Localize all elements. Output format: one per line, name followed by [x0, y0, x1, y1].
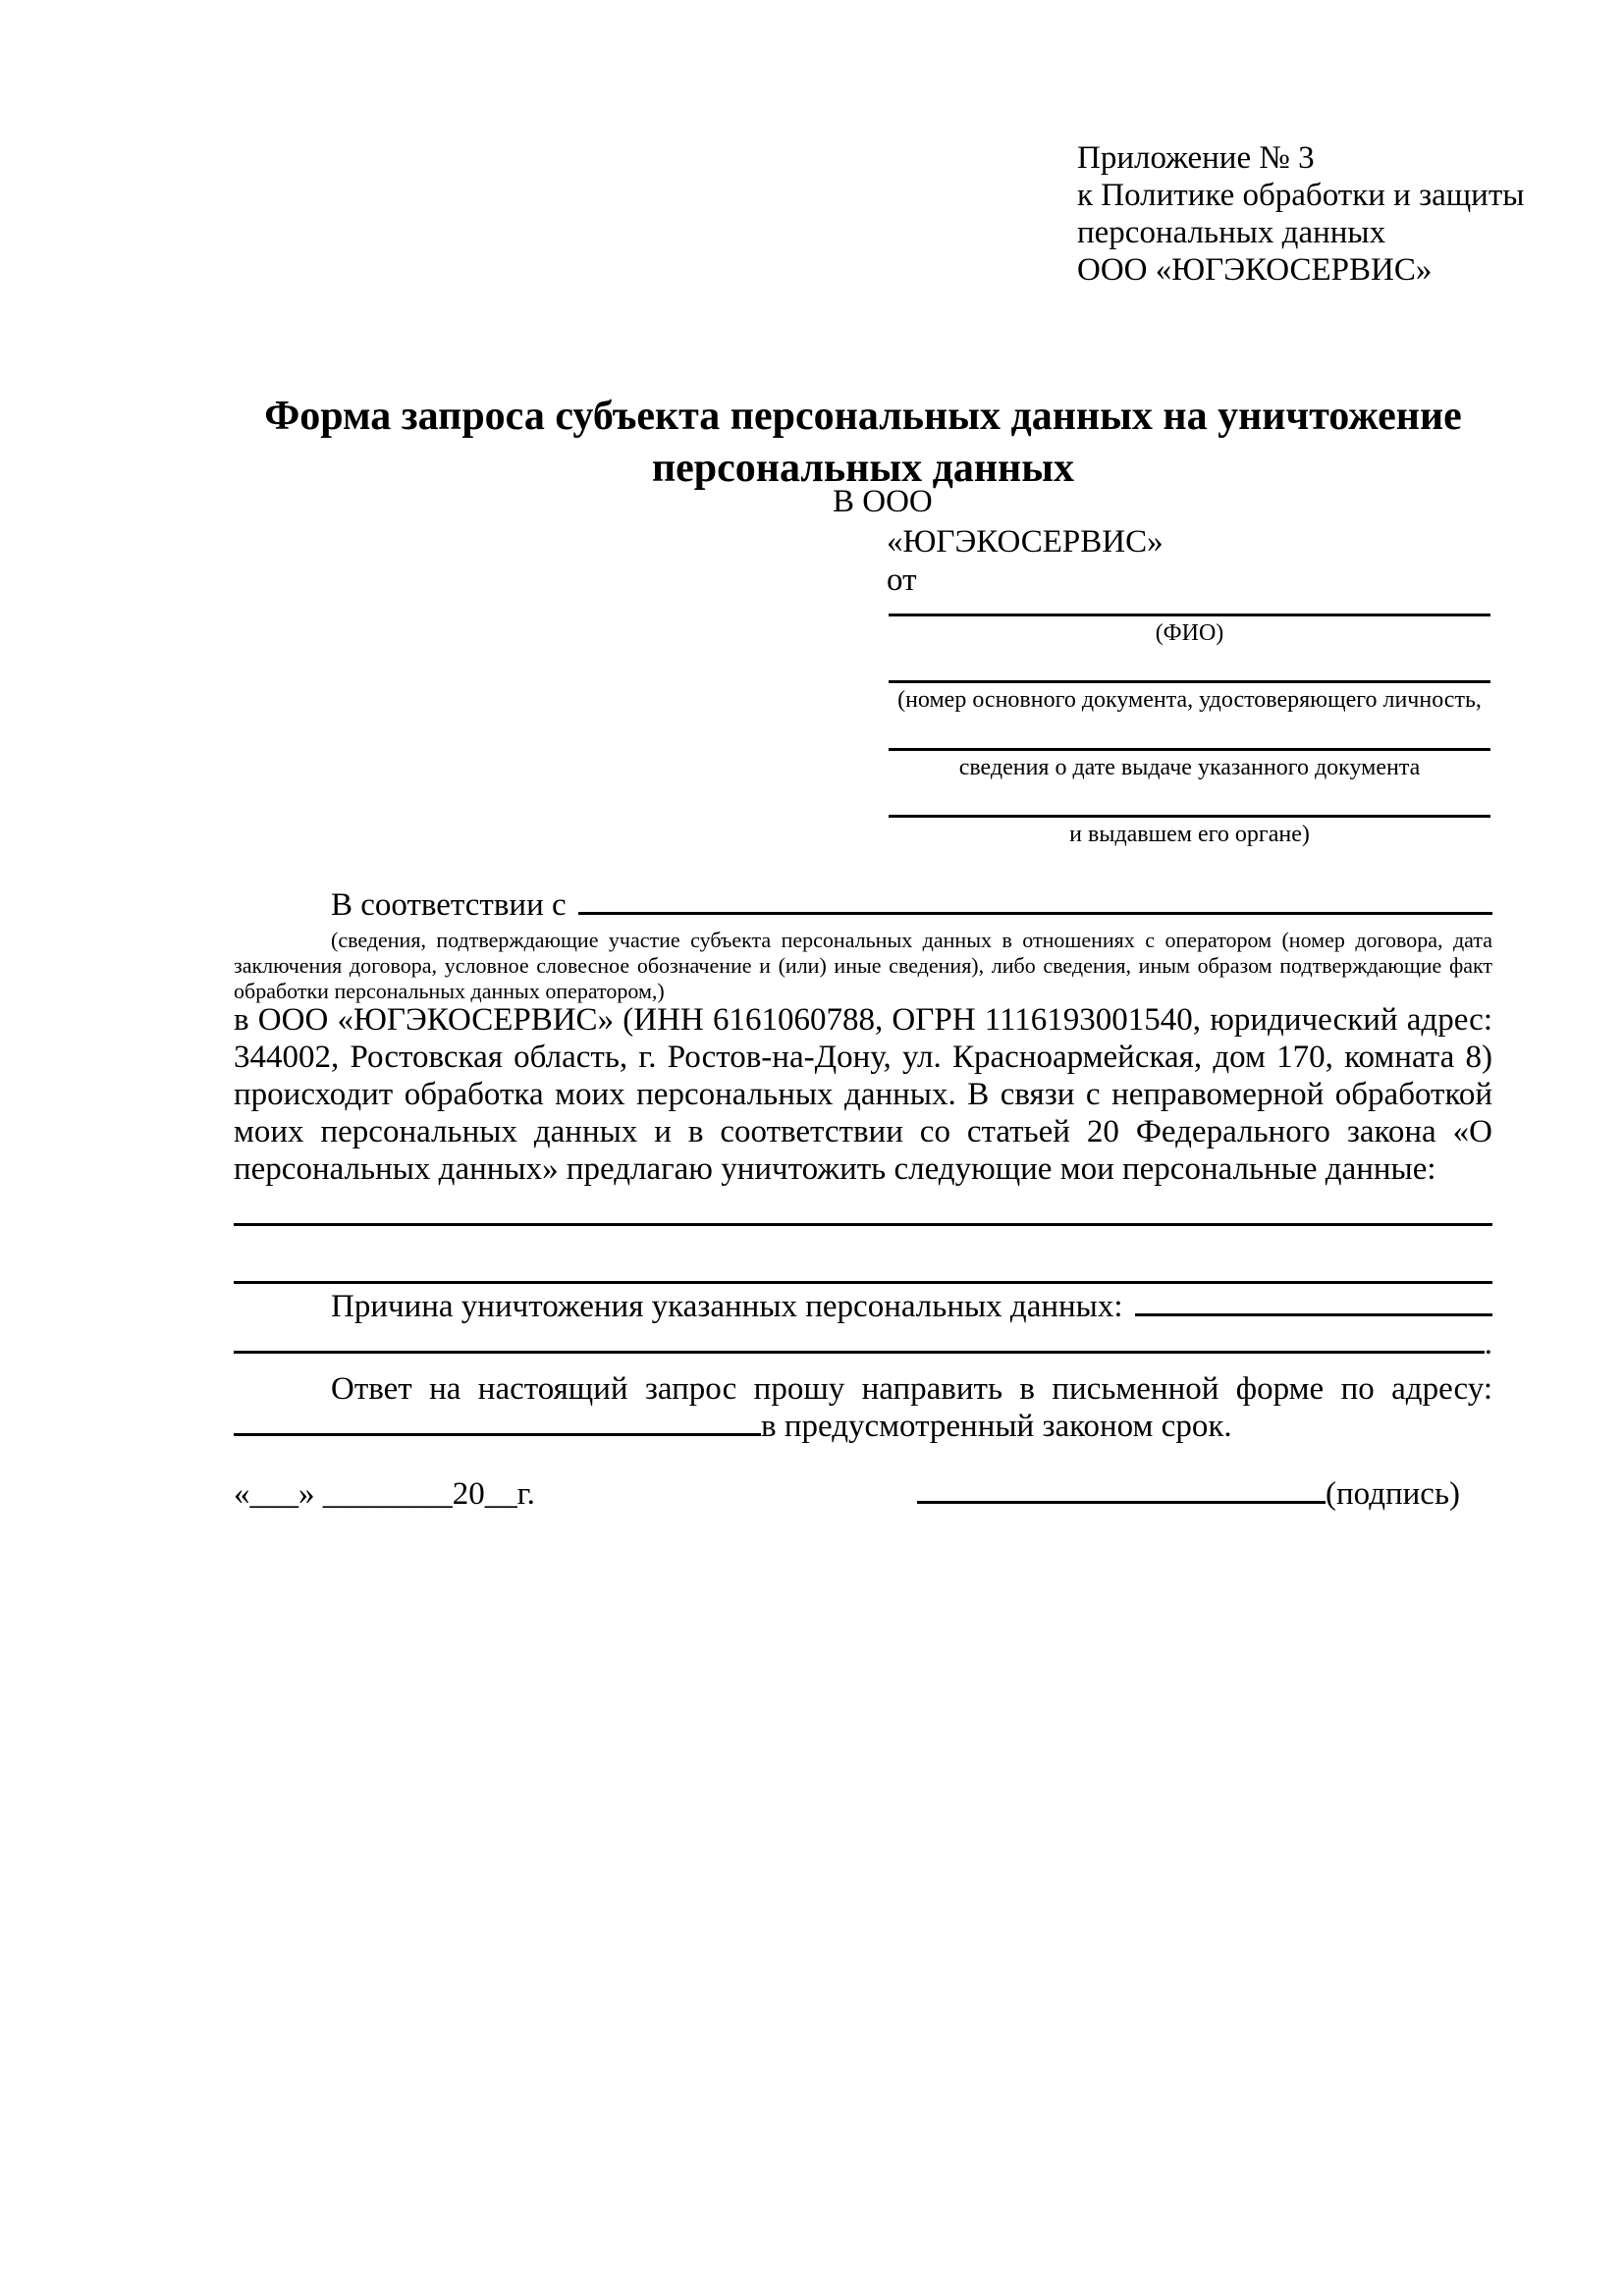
issuing-authority-caption: и выдавшем его органе) — [1069, 822, 1310, 847]
issue-date-caption: сведения о дате выдаче указанного документа — [958, 755, 1421, 780]
response-request-line: Ответ на настоящий запрос прошу направить в письменной форме по адресу: — [331, 1371, 1492, 1407]
doc-number-field-group — [889, 680, 1490, 714]
appendix-line-4: ООО «ЮГЭКОСЕРВИС» — [1077, 252, 1433, 288]
data-blank-line-1 — [234, 1223, 1492, 1226]
date-field: «___» ________20__г. — [234, 1476, 535, 1512]
reason-row — [234, 1288, 1492, 1325]
issuing-authority-field-group — [889, 815, 1490, 848]
fio-field-group — [889, 614, 1490, 647]
reason-blank-line-2 — [234, 1351, 1485, 1354]
addressee-from-label: от — [887, 562, 917, 598]
reason-label: Причина уничтожения указанных персональных данных: — [331, 1289, 1123, 1324]
doc-number-blank-line — [889, 680, 1490, 683]
signature-caption: (подпись) — [1326, 1476, 1460, 1512]
issuing-authority-blank-line — [889, 815, 1490, 818]
appendix-block — [1077, 139, 1524, 289]
accordance-note: (сведения, подтверждающие участие субъекта персональных данных в отношениях с оператором (номер договора, дата заключения договора, условное словесное обозначение и (или) иные сведения), либо сведения, иным образом подтверждающие факт обработки персональных данных оператором,) — [234, 928, 1492, 1003]
fio-caption: (ФИО) — [1155, 620, 1224, 646]
accordance-blank-line — [578, 912, 1492, 915]
response-address-row — [234, 1408, 1492, 1445]
appendix-line-2: к Политике обработки и защиты — [1077, 178, 1525, 213]
signature-field — [917, 1475, 1460, 1513]
doc-number-caption: (номер основного документа, удостоверяющего личность, — [897, 687, 1482, 713]
response-term-text: в предусмотренный законом срок. — [761, 1409, 1232, 1444]
data-blank-line-2 — [234, 1281, 1492, 1284]
reason-period: . — [1484, 1326, 1492, 1362]
response-address-blank-line — [234, 1433, 761, 1436]
appendix-line-1: Приложение № 3 — [1077, 140, 1315, 176]
request-body-paragraph: в ООО «ЮГЭКОСЕРВИС» (ИНН 6161060788, ОГРН 1116193001540, юридический адрес: 344002, Ростовская область, г. Ростов-на-Дону, ул. Красноармейская, дом 170, комната 8) происходит обработка моих персональных данных. В связи с неправомерной обработкой моих персональных данных и в соответствии со статьей 20 Федерального закона «О персональных данных» предлагаю уничтожить следующие мои персональные данные: — [234, 1002, 1492, 1187]
fio-blank-line — [889, 614, 1490, 616]
accordance-lead: В соответствии с — [331, 887, 567, 923]
form-title: Форма запроса субъекта персональных данных на уничтожение персональных данных — [264, 394, 1462, 491]
issue-date-field-group — [889, 748, 1490, 781]
appendix-line-3: персональных данных — [1077, 215, 1386, 250]
issue-date-blank-line — [889, 748, 1490, 751]
signature-blank-line — [917, 1501, 1326, 1504]
addressee-org-name: «ЮГЭКОСЕРВИС» — [887, 524, 1164, 560]
reason-continuation-row — [234, 1325, 1492, 1362]
addressee-to-prefix: В ООО — [833, 484, 933, 519]
reason-blank-line — [1135, 1313, 1492, 1316]
accordance-row — [234, 886, 1492, 924]
